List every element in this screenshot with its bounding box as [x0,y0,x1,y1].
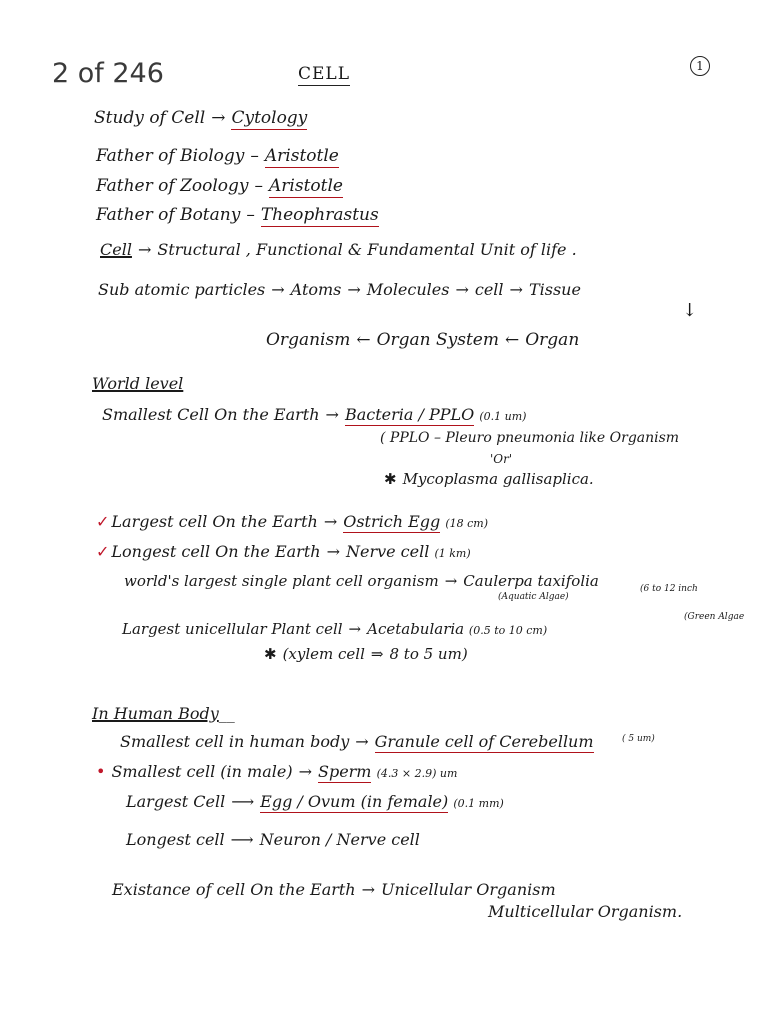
hierarchy-row: Organism ← Organ System ← Organ [266,330,580,350]
note-line: Father of Zoology – Aristotle [96,176,343,196]
note-line: ( 5 um) [622,734,655,744]
page-number: 1 [690,56,710,76]
note-line: Multicellular Organism. [488,902,683,921]
note-line: Father of Biology – Aristotle [96,146,339,166]
section-heading-world: World level [92,374,184,393]
note-line: ✱ (xylem cell ⇒ 8 to 5 um) [264,645,468,663]
note-line: (6 to 12 inch [640,584,698,594]
note-line: Smallest Cell On the Earth → Bacteria / PPLO (0.1 um) [102,405,527,424]
note-line: Father of Botany – Theophrastus [96,205,379,225]
note-line: (Green Algae [684,612,745,622]
note-line: ( PPLO – Pleuro pneumonia like Organism [380,430,680,446]
note-line: ✓ Largest cell On the Earth → Ostrich Egg (18 cm) [96,512,489,531]
note-line: 'Or' [490,452,513,466]
note-line: Largest unicellular Plant cell → Acetabularia (0.5 to 10 cm) [122,620,548,638]
down-arrow-icon: ↓ [682,300,698,321]
note-line: Smallest cell in human body → Granule cell of Cerebellum [120,732,594,751]
note-line: • Smallest cell (in male) → Sperm (4.3 × 2.9) um [96,762,458,781]
page-title: CELL [298,64,350,84]
note-line: ✓ Longest cell On the Earth → Nerve cell (1 km) [96,542,471,561]
note-line: Largest Cell ⟶ Egg / Ovum (in female) (0.1 mm) [126,792,504,811]
note-line: world's largest single plant cell organism → Caulerpa taxifolia [124,572,599,590]
note-line: ✱ Mycoplasma gallisaplica. [384,470,594,488]
note-line: Longest cell ⟶ Neuron / Nerve cell [126,830,420,849]
section-heading-human: In Human Body__ [92,704,235,723]
note-line: (Aquatic Algae) [498,592,569,602]
cell-definition: Cell → Structural , Functional & Fundamental Unit of life . [100,240,577,259]
hierarchy-row: Sub atomic particles → Atoms → Molecules → cell → Tissue [98,280,581,299]
note-line: Existance of cell On the Earth → Unicellular Organism [112,880,556,899]
page-counter: 2 of 246 [52,58,164,89]
note-line: Study of Cell → Cytology [94,108,308,128]
